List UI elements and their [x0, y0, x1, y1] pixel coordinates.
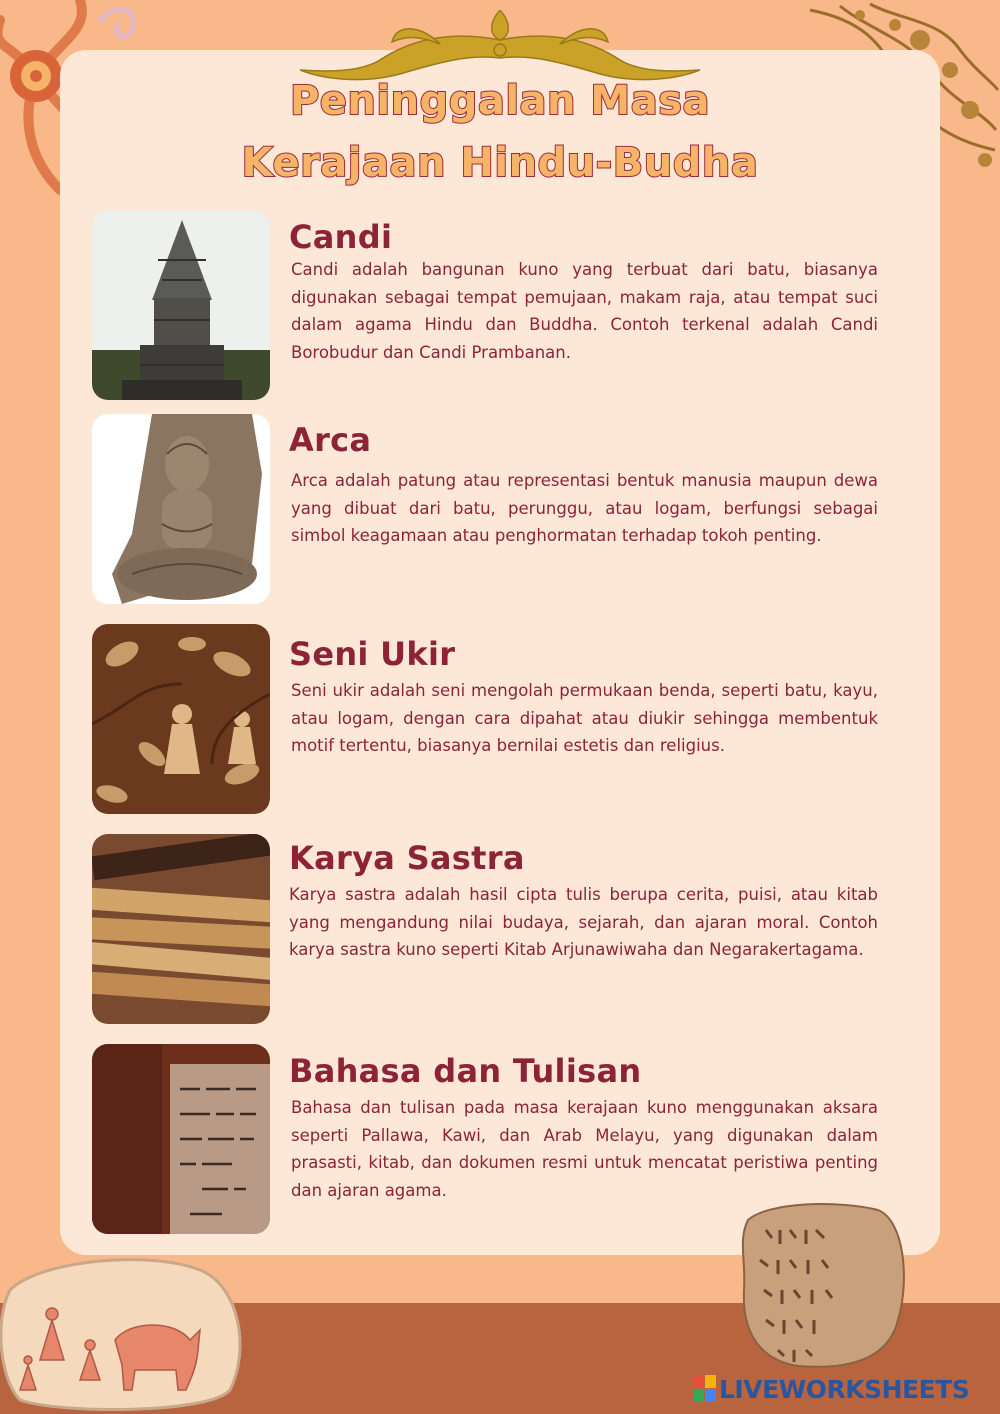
cave-painting-stone-icon — [0, 1250, 250, 1414]
section-title-seni-ukir: Seni Ukir — [289, 635, 456, 673]
section-title-candi: Candi — [289, 218, 393, 256]
section-title-karya-sastra: Karya Sastra — [289, 839, 525, 877]
section-body-bahasa-dan-tulisan: Bahasa dan tulisan pada masa kerajaan kuno menggunakan aksara seperti Pallawa, Kawi, dan Arab Melayu, yang digunakan dalam prasasti, kitab, dan dokumen resmi untuk mencatat peristiwa penting dan ajaran agama. — [291, 1098, 878, 1200]
seni-ukir-image — [92, 624, 270, 814]
arca-image — [92, 414, 270, 604]
cuneiform-tablet-icon — [738, 1200, 910, 1372]
liveworksheets-logo-icon — [693, 1375, 717, 1403]
section-title-arca: Arca — [289, 421, 372, 459]
section-body-arca: Arca adalah patung atau representasi bentuk manusia maupun dewa yang dibuat dari batu, perunggu, atau logam, berfungsi sebagai simbol keagamaan atau penghormatan terhadap tokoh penting. — [291, 471, 878, 545]
page-title-line-2: Kerajaan Hindu-Budha — [241, 140, 759, 186]
page-title-line-1: Peninggalan Masa — [289, 78, 711, 124]
section-title-bahasa-dan-tulisan: Bahasa dan Tulisan — [289, 1052, 642, 1090]
karya-sastra-image — [92, 834, 270, 1024]
bahasa-dan-tulisan-image — [92, 1044, 270, 1234]
liveworksheets-brand-text: LIVEWORKSHEETS — [719, 1374, 970, 1404]
section-body-seni-ukir: Seni ukir adalah seni mengolah permukaan benda, seperti batu, kayu, atau logam, dengan cara dipahat atau diukir sehingga membentuk motif tertentu, biasanya bernilai estetis dan religius. — [291, 681, 878, 755]
liveworksheets-logo — [693, 1374, 969, 1404]
candi-image — [92, 210, 270, 400]
section-body-karya-sastra: Karya sastra adalah hasil cipta tulis berupa cerita, puisi, atau kitab yang mengandung nilai budaya, sejarah, dan ajaran moral. Contoh karya sastra kuno seperti Kitab Arjunawiwaha dan Negarakertagama. — [289, 885, 878, 959]
section-body-candi: Candi adalah bangunan kuno yang terbuat dari batu, biasanya digunakan sebagai tempat pemujaan, makam raja, atau tempat suci dalam agama Hindu dan Buddha. Contoh terkenal adalah Candi Borobudur dan Candi Prambanan. — [291, 260, 878, 362]
